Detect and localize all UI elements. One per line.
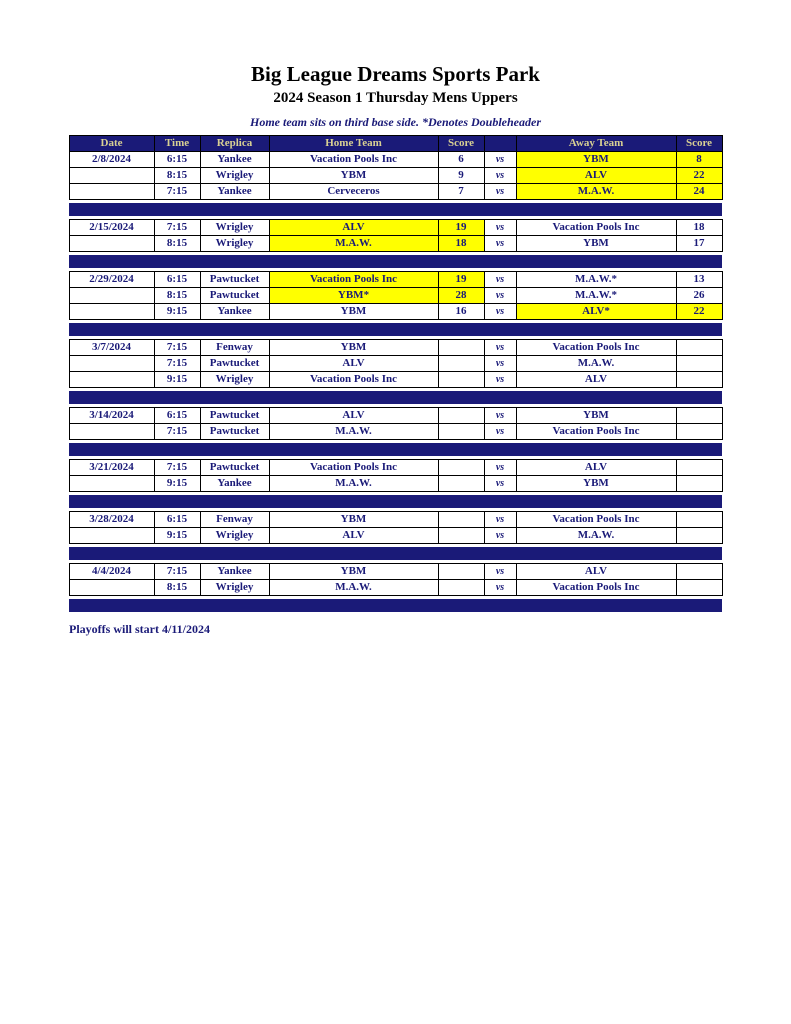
time-cell: 9:15 (154, 372, 200, 388)
schedule-table (69, 135, 723, 615)
vs-cell: vs (484, 564, 516, 580)
vs-cell: vs (484, 528, 516, 544)
column-header-score: Score (438, 136, 484, 152)
away-team-cell: ALV (516, 460, 676, 476)
home-team-cell: YBM (269, 304, 438, 320)
home-team-cell: YBM (269, 512, 438, 528)
away-team-cell: ALV (516, 372, 676, 388)
vs-cell: vs (484, 152, 516, 168)
group-separator (69, 320, 722, 340)
group-separator-row (69, 492, 722, 512)
time-cell: 7:15 (154, 460, 200, 476)
away-team-cell: YBM (516, 152, 676, 168)
vs-cell: vs (484, 184, 516, 200)
away-score-cell (676, 512, 722, 528)
home-team-cell: YBM (269, 564, 438, 580)
column-header-away-team: Away Team (516, 136, 676, 152)
away-score-cell (676, 372, 722, 388)
away-team-cell: Vacation Pools Inc (516, 424, 676, 440)
away-score-cell (676, 460, 722, 476)
date-cell: 3/7/2024 (69, 340, 154, 356)
home-team-cell: YBM* (269, 288, 438, 304)
replica-cell: Yankee (200, 304, 269, 320)
home-score-cell: 9 (438, 168, 484, 184)
time-cell: 9:15 (154, 304, 200, 320)
home-score-cell: 18 (438, 236, 484, 252)
vs-cell: vs (484, 356, 516, 372)
schedule-row (69, 528, 722, 544)
schedule-row (69, 304, 722, 320)
time-cell: 7:15 (154, 424, 200, 440)
replica-cell: Wrigley (200, 580, 269, 596)
home-score-cell: 6 (438, 152, 484, 168)
away-score-cell (676, 476, 722, 492)
home-team-note: Home team sits on third base side. *Denotes Doubleheader (250, 115, 541, 129)
date-cell: 2/8/2024 (69, 152, 154, 168)
time-cell: 9:15 (154, 476, 200, 492)
away-team-cell: YBM (516, 408, 676, 424)
date-cell: 2/15/2024 (69, 220, 154, 236)
replica-cell: Fenway (200, 340, 269, 356)
date-cell: 3/14/2024 (69, 408, 154, 424)
date-cell: 3/28/2024 (69, 512, 154, 528)
group-separator (69, 596, 722, 616)
time-cell: 6:15 (154, 152, 200, 168)
home-team-cell: M.A.W. (269, 236, 438, 252)
schedule-row (69, 152, 722, 168)
away-team-cell: YBM (516, 476, 676, 492)
replica-cell: Fenway (200, 512, 269, 528)
separator-bar (69, 547, 722, 560)
replica-cell: Wrigley (200, 528, 269, 544)
time-cell: 6:15 (154, 512, 200, 528)
vs-cell: vs (484, 460, 516, 476)
date-cell (69, 288, 154, 304)
date-cell (69, 580, 154, 596)
vs-cell: vs (484, 340, 516, 356)
vs-cell: vs (484, 288, 516, 304)
schedule-row (69, 424, 722, 440)
time-cell: 8:15 (154, 580, 200, 596)
away-team-cell: YBM (516, 236, 676, 252)
group-separator-row (69, 252, 722, 272)
group-separator-row (69, 544, 722, 564)
home-team-cell: Vacation Pools Inc (269, 152, 438, 168)
group-separator (69, 492, 722, 512)
time-cell: 7:15 (154, 340, 200, 356)
away-score-cell: 18 (676, 220, 722, 236)
replica-cell: Yankee (200, 476, 269, 492)
away-score-cell: 22 (676, 168, 722, 184)
home-team-cell: Cerveceros (269, 184, 438, 200)
vs-cell: vs (484, 220, 516, 236)
schedule-row (69, 372, 722, 388)
schedule-row (69, 460, 722, 476)
schedule-row (69, 236, 722, 252)
home-score-cell: 16 (438, 304, 484, 320)
replica-cell: Wrigley (200, 372, 269, 388)
vs-cell: vs (484, 424, 516, 440)
date-cell (69, 168, 154, 184)
date-cell (69, 356, 154, 372)
away-team-cell: Vacation Pools Inc (516, 512, 676, 528)
away-team-cell: M.A.W. (516, 184, 676, 200)
time-cell: 7:15 (154, 184, 200, 200)
away-score-cell: 24 (676, 184, 722, 200)
date-cell (69, 184, 154, 200)
separator-bar (69, 391, 722, 404)
date-cell (69, 424, 154, 440)
group-separator-row (69, 388, 722, 408)
away-team-cell: ALV* (516, 304, 676, 320)
away-score-cell (676, 528, 722, 544)
home-team-cell: M.A.W. (269, 424, 438, 440)
home-score-cell: 28 (438, 288, 484, 304)
home-team-cell: Vacation Pools Inc (269, 272, 438, 288)
replica-cell: Wrigley (200, 220, 269, 236)
separator-bar (69, 323, 722, 336)
separator-bar (69, 599, 722, 612)
replica-cell: Wrigley (200, 236, 269, 252)
date-cell (69, 528, 154, 544)
separator-bar (69, 443, 722, 456)
schedule-row (69, 408, 722, 424)
home-score-cell (438, 580, 484, 596)
column-header-time: Time (154, 136, 200, 152)
replica-cell: Wrigley (200, 168, 269, 184)
vs-cell: vs (484, 272, 516, 288)
group-separator (69, 200, 722, 220)
schedule-row (69, 512, 722, 528)
home-score-cell (438, 408, 484, 424)
group-separator-row (69, 320, 722, 340)
away-team-cell: Vacation Pools Inc (516, 340, 676, 356)
group-separator (69, 544, 722, 564)
away-team-cell: ALV (516, 564, 676, 580)
replica-cell: Pawtucket (200, 460, 269, 476)
replica-cell: Pawtucket (200, 408, 269, 424)
schedule-row (69, 220, 722, 236)
away-team-cell: Vacation Pools Inc (516, 580, 676, 596)
group-separator-row (69, 440, 722, 460)
schedule-row (69, 272, 722, 288)
vs-cell: vs (484, 408, 516, 424)
replica-cell: Yankee (200, 152, 269, 168)
home-score-cell (438, 356, 484, 372)
column-header-replica: Replica (200, 136, 269, 152)
away-team-cell: M.A.W. (516, 528, 676, 544)
date-cell: 3/21/2024 (69, 460, 154, 476)
group-separator-row (69, 596, 722, 616)
vs-cell: vs (484, 476, 516, 492)
home-score-cell (438, 372, 484, 388)
schedule-row (69, 168, 722, 184)
separator-bar (69, 203, 722, 216)
replica-cell: Pawtucket (200, 356, 269, 372)
replica-cell: Pawtucket (200, 272, 269, 288)
away-score-cell: 17 (676, 236, 722, 252)
time-cell: 7:15 (154, 356, 200, 372)
home-team-cell: ALV (269, 356, 438, 372)
home-score-cell (438, 424, 484, 440)
date-cell (69, 372, 154, 388)
vs-cell: vs (484, 580, 516, 596)
away-score-cell: 26 (676, 288, 722, 304)
home-team-cell: ALV (269, 408, 438, 424)
date-cell (69, 476, 154, 492)
time-cell: 8:15 (154, 168, 200, 184)
away-team-cell: M.A.W.* (516, 272, 676, 288)
page-title: Big League Dreams Sports Park (251, 62, 540, 86)
home-score-cell (438, 528, 484, 544)
home-team-cell: ALV (269, 220, 438, 236)
time-cell: 7:15 (154, 220, 200, 236)
away-score-cell (676, 356, 722, 372)
schedule-row (69, 476, 722, 492)
away-score-cell (676, 580, 722, 596)
playoffs-note: Playoffs will start 4/11/2024 (69, 622, 210, 636)
date-cell (69, 304, 154, 320)
away-score-cell: 8 (676, 152, 722, 168)
away-team-cell: M.A.W. (516, 356, 676, 372)
schedule-row (69, 340, 722, 356)
home-team-cell: YBM (269, 168, 438, 184)
page-subtitle: 2024 Season 1 Thursday Mens Uppers (273, 90, 518, 106)
column-header-home-team: Home Team (269, 136, 438, 152)
home-score-cell (438, 512, 484, 528)
column-header-date: Date (69, 136, 154, 152)
vs-cell: vs (484, 372, 516, 388)
group-separator-row (69, 200, 722, 220)
replica-cell: Yankee (200, 184, 269, 200)
home-score-cell: 19 (438, 220, 484, 236)
vs-cell: vs (484, 304, 516, 320)
group-separator (69, 440, 722, 460)
away-team-cell: Vacation Pools Inc (516, 220, 676, 236)
home-team-cell: ALV (269, 528, 438, 544)
away-score-cell (676, 564, 722, 580)
home-team-cell: YBM (269, 340, 438, 356)
group-separator (69, 388, 722, 408)
away-score-cell: 22 (676, 304, 722, 320)
schedule-row (69, 288, 722, 304)
replica-cell: Yankee (200, 564, 269, 580)
replica-cell: Pawtucket (200, 424, 269, 440)
time-cell: 8:15 (154, 236, 200, 252)
column-header-score: Score (676, 136, 722, 152)
schedule-row (69, 184, 722, 200)
home-score-cell (438, 564, 484, 580)
away-score-cell (676, 408, 722, 424)
date-cell: 2/29/2024 (69, 272, 154, 288)
away-score-cell: 13 (676, 272, 722, 288)
schedule-row (69, 564, 722, 580)
date-cell (69, 236, 154, 252)
home-team-cell: Vacation Pools Inc (269, 372, 438, 388)
away-score-cell (676, 340, 722, 356)
time-cell: 9:15 (154, 528, 200, 544)
home-score-cell (438, 340, 484, 356)
home-score-cell (438, 476, 484, 492)
time-cell: 8:15 (154, 288, 200, 304)
away-team-cell: M.A.W.* (516, 288, 676, 304)
time-cell: 7:15 (154, 564, 200, 580)
schedule-row (69, 580, 722, 596)
away-team-cell: ALV (516, 168, 676, 184)
home-score-cell: 19 (438, 272, 484, 288)
schedule-row (69, 356, 722, 372)
replica-cell: Pawtucket (200, 288, 269, 304)
vs-cell: vs (484, 168, 516, 184)
group-separator (69, 252, 722, 272)
time-cell: 6:15 (154, 272, 200, 288)
home-team-cell: M.A.W. (269, 476, 438, 492)
away-score-cell (676, 424, 722, 440)
table-header-row (69, 136, 722, 152)
date-cell: 4/4/2024 (69, 564, 154, 580)
home-score-cell (438, 460, 484, 476)
home-score-cell: 7 (438, 184, 484, 200)
home-team-cell: M.A.W. (269, 580, 438, 596)
vs-cell: vs (484, 512, 516, 528)
time-cell: 6:15 (154, 408, 200, 424)
separator-bar (69, 255, 722, 268)
column-header-vs (484, 136, 516, 152)
home-team-cell: Vacation Pools Inc (269, 460, 438, 476)
separator-bar (69, 495, 722, 508)
vs-cell: vs (484, 236, 516, 252)
